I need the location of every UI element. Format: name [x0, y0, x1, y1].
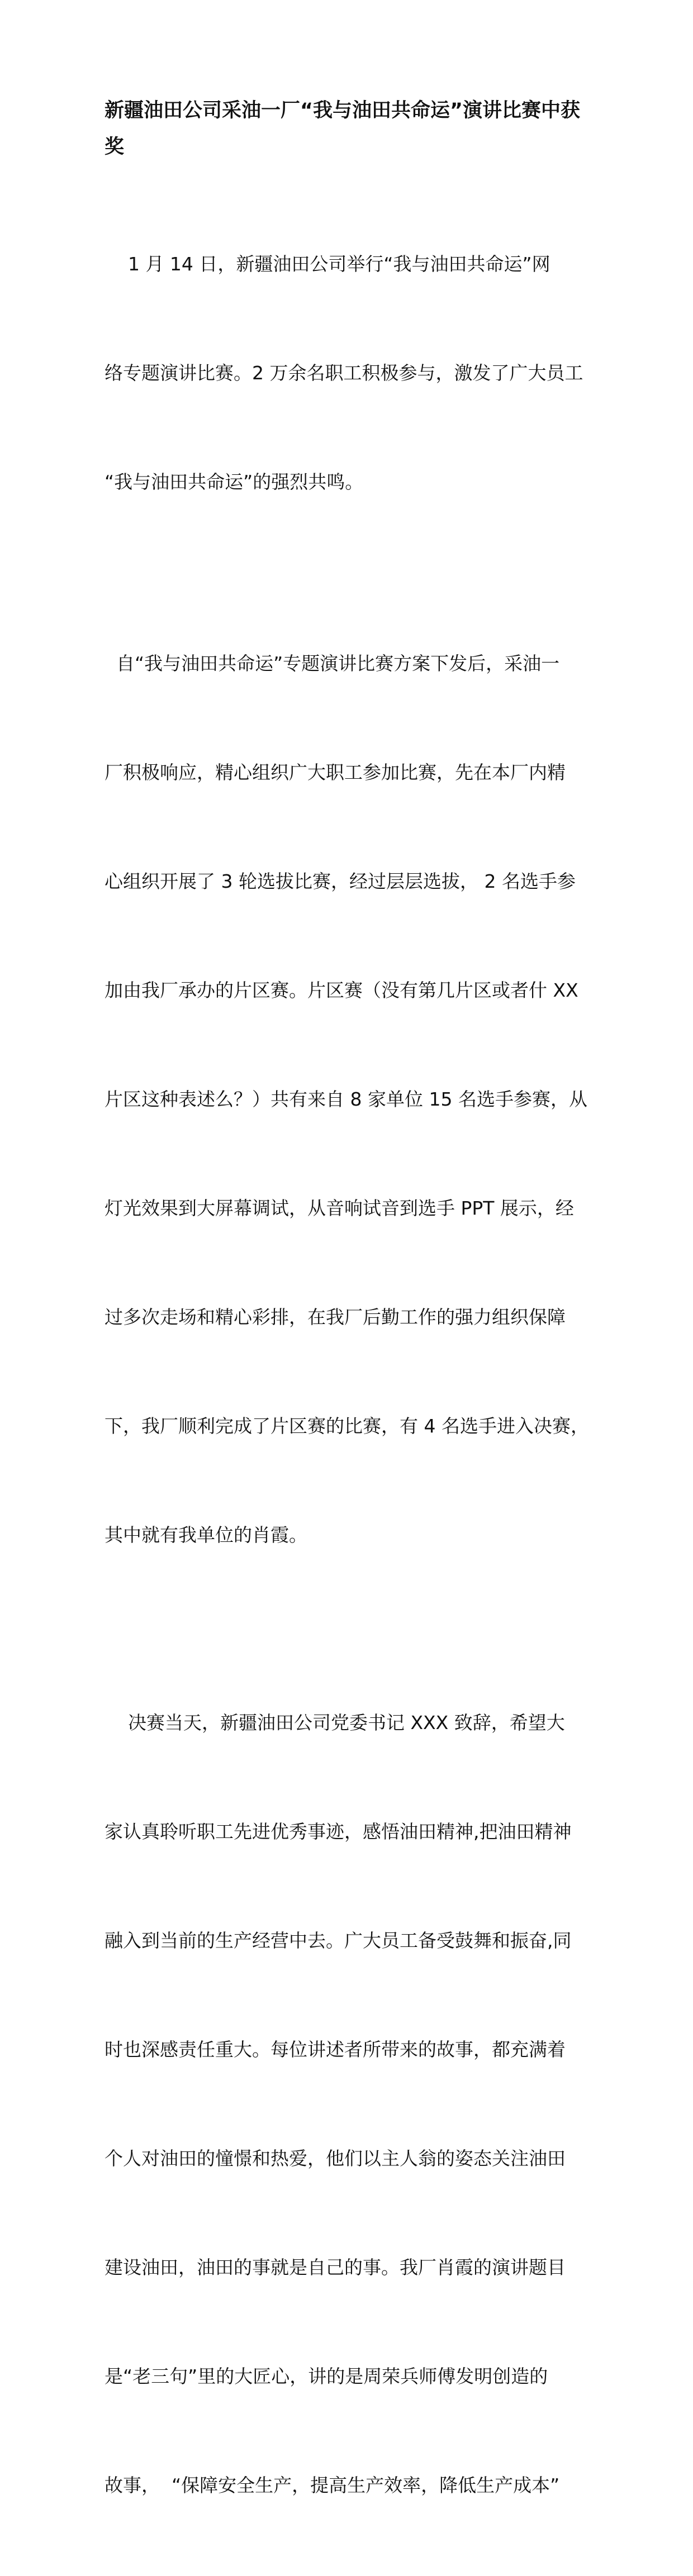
title-line: 奖 [105, 136, 125, 158]
document-title [105, 93, 607, 165]
paragraph-2 [105, 573, 607, 1626]
text-line: 其中就有我单位的肖霞。 [105, 1524, 307, 1546]
text-line: 是“老三句”里的大匠心，讲的是周荣兵师傅发明创造的 [105, 2365, 548, 2387]
text-line: 下，我厂顺利完成了片区赛的比赛，有 4 名选手进入决赛， [105, 1415, 589, 1437]
text-line: 决赛当天，新疆油田公司党委书记 XXX 致辞，希望大 [105, 1712, 565, 1734]
paragraph-3 [105, 1632, 607, 2576]
text-line: “我与油田共命运”的强烈共鸣。 [105, 471, 364, 493]
title-line: 新疆油田公司采油一厂“我与油田共命运”演讲比赛中获 [105, 99, 581, 122]
text-line: 加由我厂承办的片区赛。片区赛（没有第几片区或者什 XX [105, 979, 578, 1001]
text-line: 家认真聆听职工先进优秀事迹，感悟油田精神,把油田精神 [105, 1821, 572, 1842]
text-line: 时也深感责任重大。每位讲述者所带来的故事，都充满着 [105, 2039, 566, 2060]
paragraph-spacer [105, 1626, 607, 1632]
text-line: 片区这种表述么？）共有来自 8 家单位 15 名选手参赛，从 [105, 1088, 587, 1110]
text-line: 自“我与油田共命运”专题演讲比赛方案下发后，采油一 [105, 653, 560, 674]
text-line: 融入到当前的生产经营中去。广大员工备受鼓舞和振奋,同 [105, 1930, 572, 1951]
text-line: 厂积极响应，精心组织广大职工参加比赛，先在本厂内精 [105, 761, 566, 783]
document-body [105, 173, 607, 2576]
text-line: 个人对油田的憧憬和热爱，他们以主人翁的姿态关注油田 [105, 2148, 566, 2169]
text-line: 灯光效果到大屏幕调试，从音响试音到选手 PPT 展示，经 [105, 1197, 574, 1219]
text-line: 络专题演讲比赛。2 万余名职工积极参与，激发了广大员工 [105, 362, 583, 384]
text-line: 过多次走场和精心彩排，在我厂后勤工作的强力组织保障 [105, 1306, 566, 1328]
text-line: 心组织开展了 3 轮选拔比赛，经过层层选拔， 2 名选手参 [105, 870, 576, 892]
document-content [105, 93, 607, 2576]
paragraph-1 [105, 173, 607, 573]
text-line: 1 月 14 日，新疆油田公司举行“我与油田共命运”网 [105, 253, 550, 275]
text-line: 故事， “保障安全生产，提高生产效率，降低生产成本” [105, 2474, 560, 2496]
text-line: 建设油田，油田的事就是自己的事。我厂肖霞的演讲题目 [105, 2256, 566, 2278]
